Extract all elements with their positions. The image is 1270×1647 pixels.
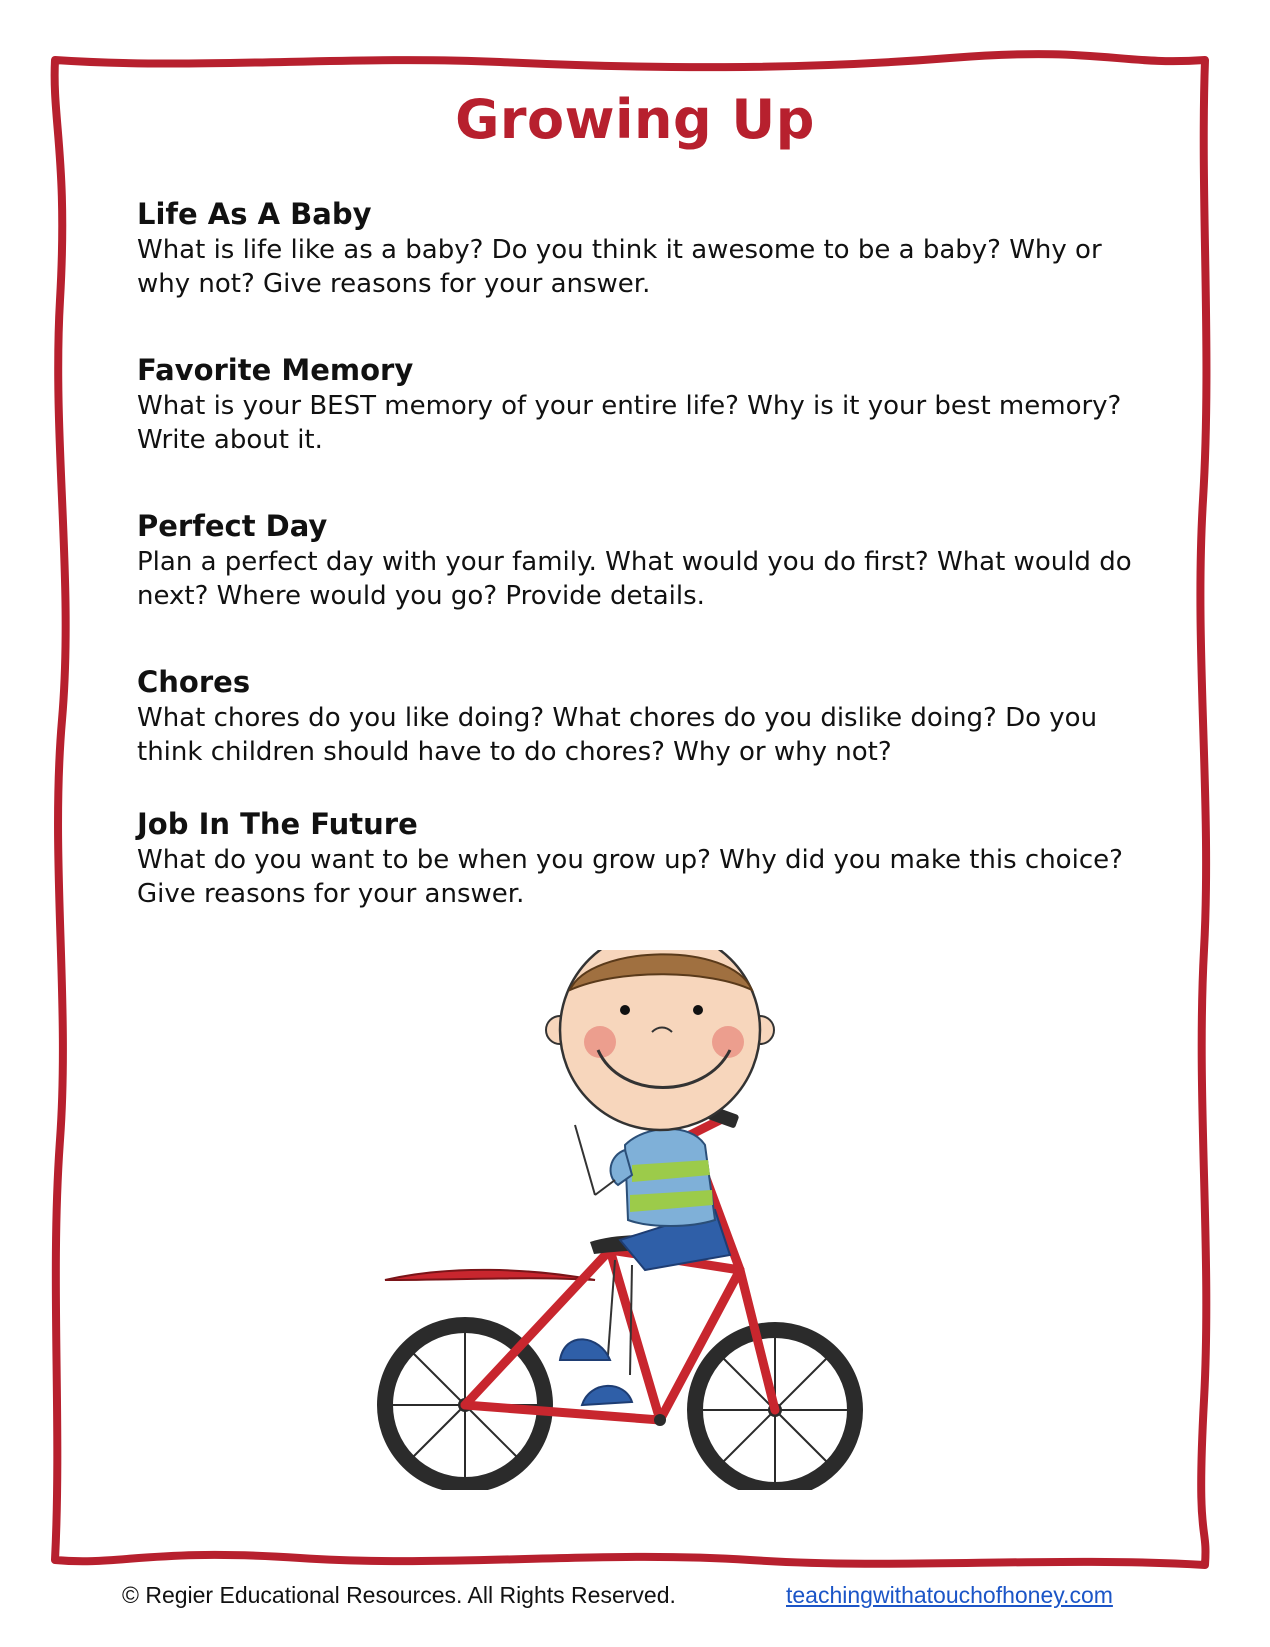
prompt-body: What chores do you like doing? What chores do you dislike doing? Do you think children should have to do chores? Why or why not? <box>137 703 1098 767</box>
page-footer <box>0 1582 1270 1616</box>
prompt-section-chores <box>137 663 1147 769</box>
prompt-body: Plan a perfect day with your family. What would you do first? What would do next? Where would you go? Provide details. <box>137 547 1132 611</box>
prompt-heading: Life As A Baby <box>137 197 372 231</box>
rear-fender <box>385 1270 595 1280</box>
prompt-section-favorite-memory <box>137 351 1147 457</box>
prompt-section-perfect-day <box>137 507 1147 613</box>
prompt-body: What is your BEST memory of your entire life? Why is it your best memory? Write about it. <box>137 391 1122 455</box>
copyright-notice: © Regier Educational Resources. All Rights Reserved. <box>122 1582 676 1608</box>
prompt-heading: Chores <box>137 665 251 699</box>
boy-head <box>546 950 774 1130</box>
boy-arm <box>575 1125 632 1195</box>
page-title: Growing Up <box>455 88 815 151</box>
prompt-heading: Favorite Memory <box>137 353 414 387</box>
boy-shirt <box>625 1129 715 1226</box>
prompt-body: What is life like as a baby? Do you think it awesome to be a baby? Why or why not? Give reasons for your answer. <box>137 235 1102 299</box>
pedal-crank <box>654 1414 666 1426</box>
prompt-heading: Job In The Future <box>137 807 418 841</box>
prompt-section-job-in-the-future <box>137 805 1147 911</box>
website-link[interactable]: teachingwithatouchofhoney.com <box>786 1582 1113 1608</box>
prompt-section-life-as-a-baby <box>137 195 1147 301</box>
prompt-list <box>137 195 1147 911</box>
prompt-heading: Perfect Day <box>137 509 328 543</box>
boy-on-bicycle-illustration <box>370 950 890 1490</box>
prompt-body: What do you want to be when you grow up? Why did you make this choice? Give reasons for your answer. <box>137 845 1123 909</box>
